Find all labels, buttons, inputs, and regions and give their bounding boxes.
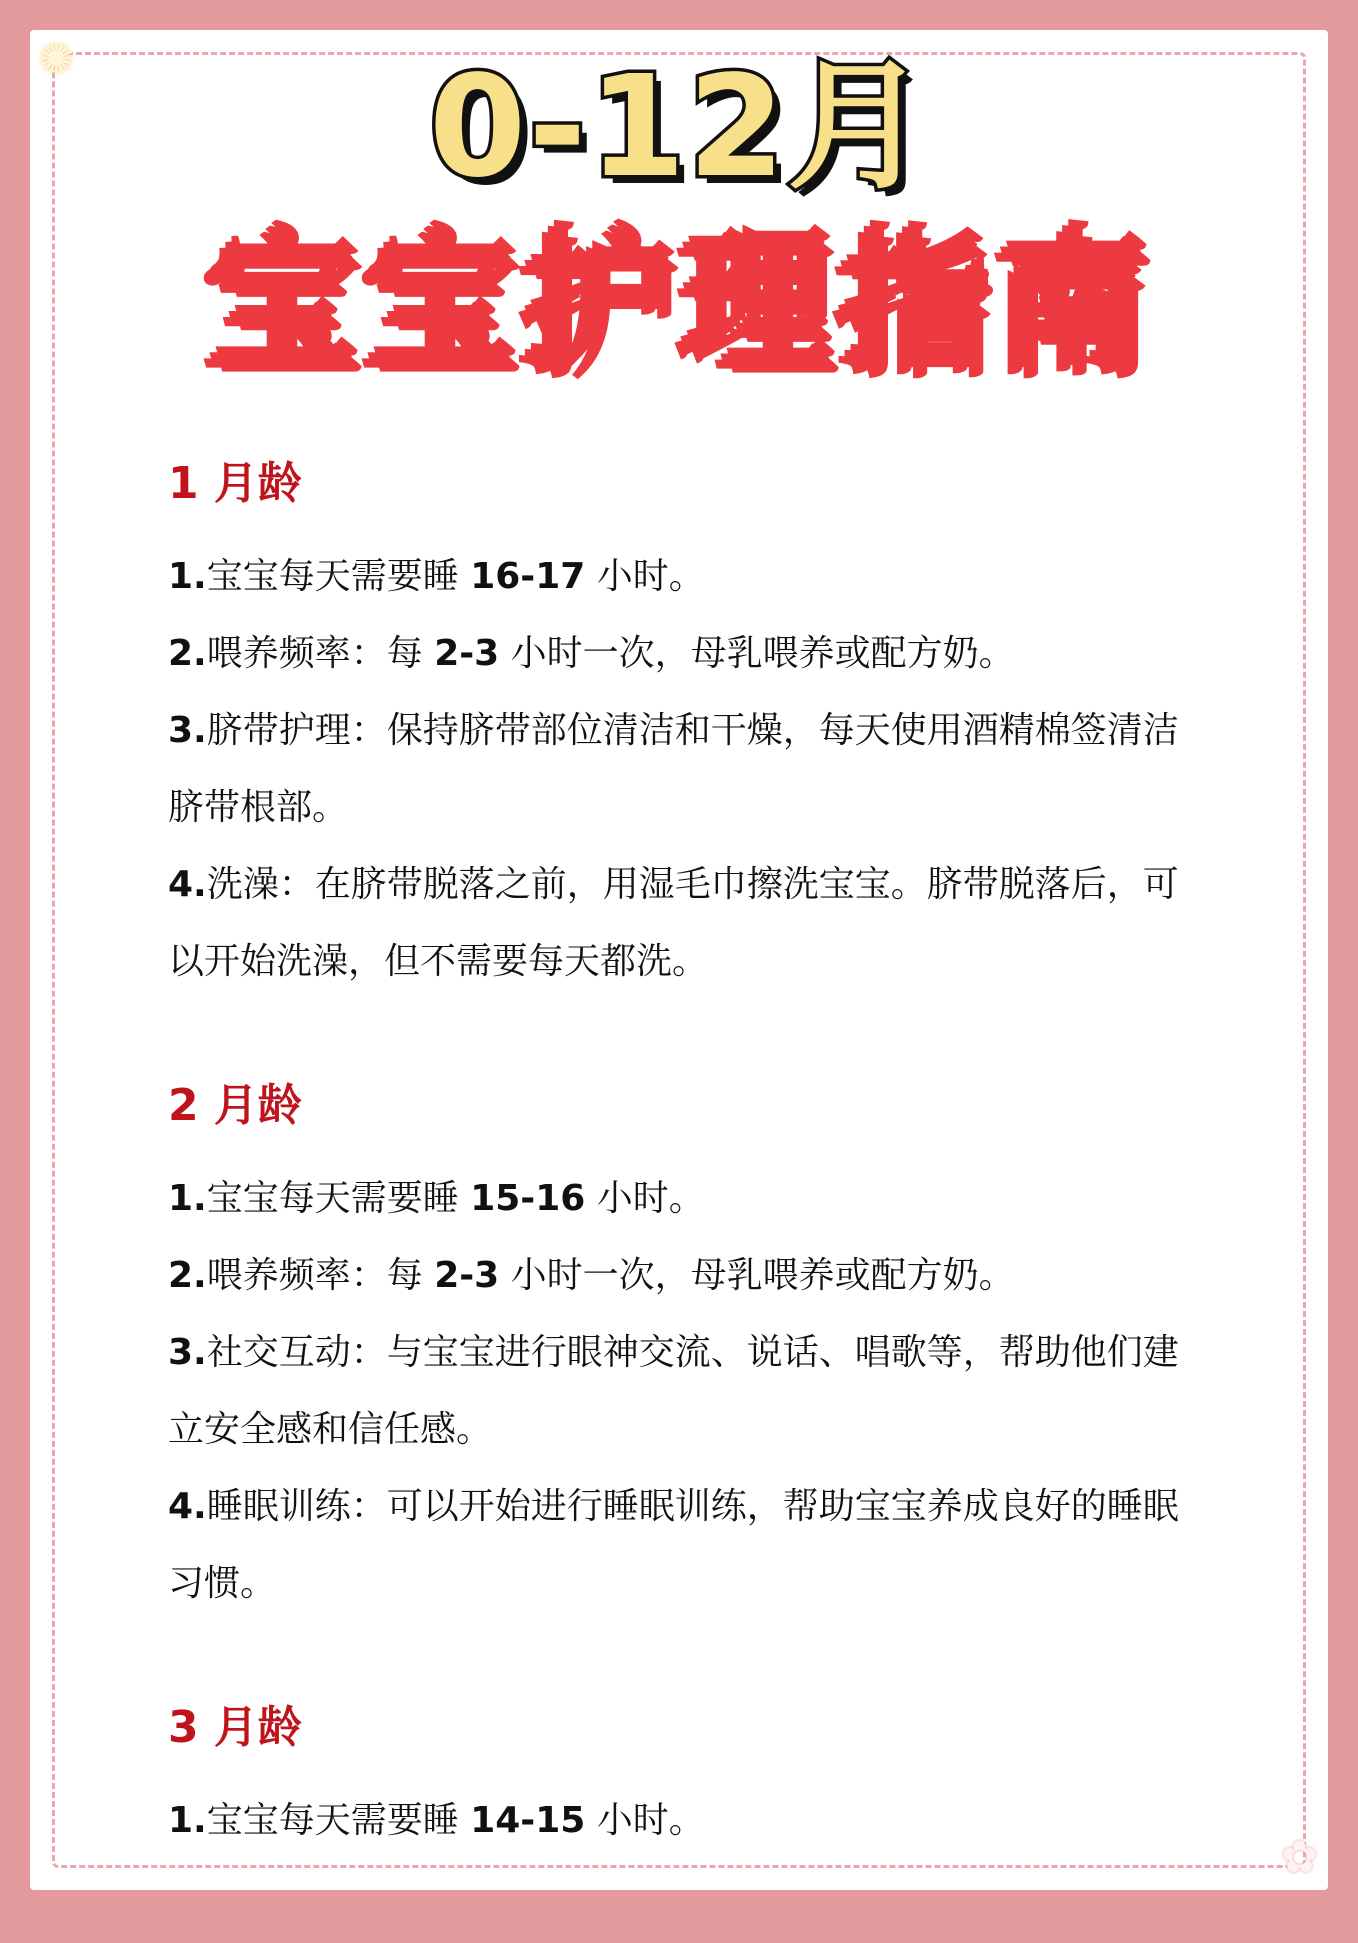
section-month-3: [168, 1702, 1208, 1859]
section-title: 2 月龄: [168, 1080, 302, 1131]
content: [168, 458, 1208, 1943]
list-item: 1.宝宝每天需要睡 15-16 小时。: [168, 1178, 705, 1219]
flower-icon: ✿: [1281, 1832, 1318, 1883]
list-item: 1.宝宝每天需要睡 16-17 小时。: [168, 556, 705, 597]
page-title: 宝宝护理指南: [204, 216, 1153, 390]
section-title: 1 月龄: [168, 458, 302, 509]
list-item: 4.睡眠训练：可以开始进行睡眠训练，帮助宝宝养成良好的睡眠习惯。: [168, 1486, 1179, 1604]
list-item: 3.社交互动：与宝宝进行眼神交流、说话、唱歌等，帮助他们建立安全感和信任感。: [168, 1332, 1179, 1450]
section-month-2: [168, 1080, 1208, 1622]
section-month-1: [168, 458, 1208, 1000]
sun-flower-icon: ✺: [38, 34, 75, 85]
list-item: 2.喂养频率：每 2-3 小时一次，母乳喂养或配方奶。: [168, 1255, 1015, 1296]
list-item: 4.洗澡：在脐带脱落之前，用湿毛巾擦洗宝宝。脐带脱落后，可以开始洗澡，但不需要每天都洗。: [168, 864, 1179, 982]
title-age-range: 0-12月: [428, 46, 930, 209]
list-item: 3.脐带护理：保持脐带部位清洁和干燥，每天使用酒精棉签清洁脐带根部。: [168, 710, 1179, 828]
list-item: 1.宝宝每天需要睡 14-15 小时。: [168, 1800, 705, 1841]
section-title: 3 月龄: [168, 1702, 302, 1753]
list-item: 2.喂养频率：每 2-3 小时一次，母乳喂养或配方奶。: [168, 633, 1015, 674]
